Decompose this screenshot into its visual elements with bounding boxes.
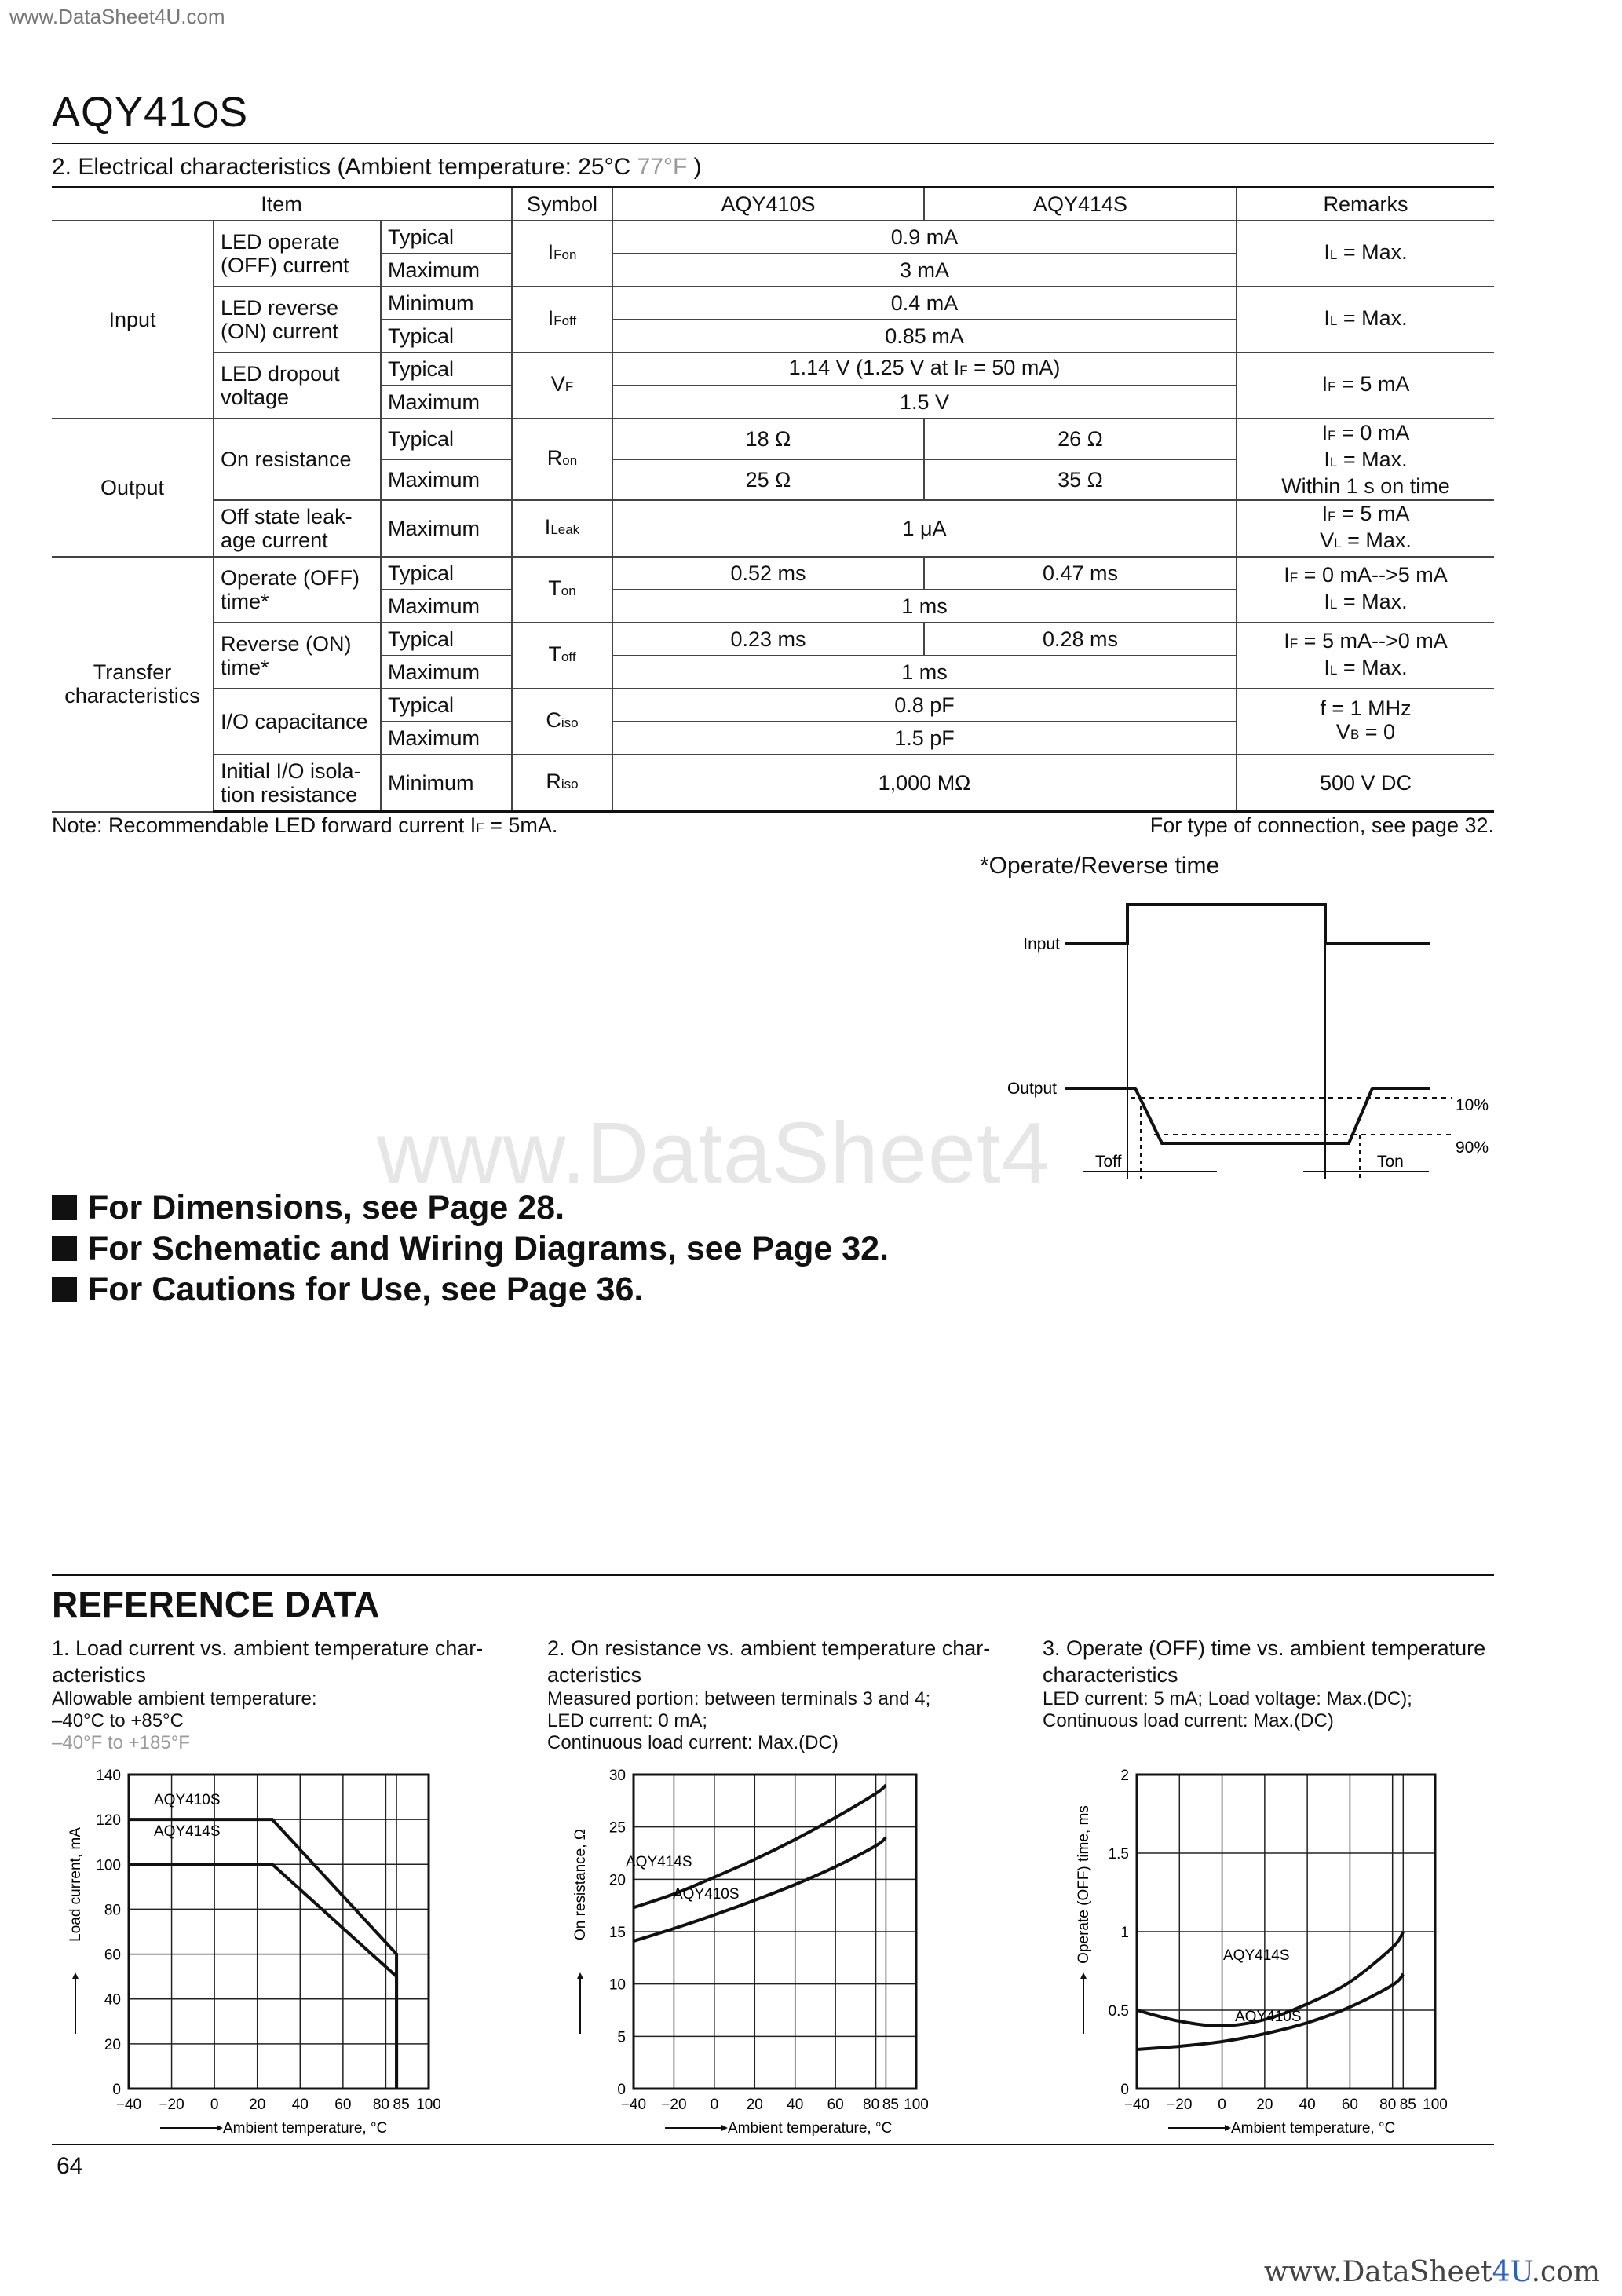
- table-row: [52, 287, 1494, 320]
- header-aqy410s: AQY410S: [612, 188, 924, 221]
- item-text: time*: [221, 656, 269, 679]
- series-label: AQY414S: [154, 1823, 221, 1840]
- graph1-caption: [52, 1635, 523, 1754]
- x-tick-label: 20: [746, 2097, 763, 2113]
- item-io-capacitance: I/O capacitance: [214, 689, 381, 755]
- x-tick-label: 40: [291, 2097, 309, 2113]
- section-heading: [52, 154, 702, 181]
- group-output: Output: [52, 419, 214, 557]
- x-tick-label: 100: [904, 2097, 929, 2113]
- value-cell: 0.9 mA: [612, 221, 1237, 254]
- remark-text: = Max.: [1337, 448, 1408, 471]
- watermark-top[interactable]: www.DataSheet4U.com: [9, 5, 225, 28]
- condition-cell: Maximum: [381, 500, 512, 557]
- y-tick-label: 15: [608, 1925, 626, 1941]
- remark-text: I: [1284, 629, 1290, 653]
- symbol-cell: [512, 557, 612, 623]
- remark-text: I: [1321, 502, 1328, 525]
- graph2-sub: [547, 1688, 1018, 1754]
- page-number: 64: [57, 2153, 83, 2179]
- symbol-text: T: [548, 642, 561, 666]
- condition-cell: Typical: [381, 320, 512, 353]
- graph3-title-line1: 3. Operate (OFF) time vs. ambient temperature: [1043, 1636, 1486, 1660]
- bullet-text: For Dimensions, see Page 28.: [88, 1189, 565, 1227]
- value-cell: 0.52 ms: [612, 557, 924, 590]
- item-text: Reverse (ON): [221, 632, 352, 656]
- remark-sub: B: [1350, 727, 1360, 742]
- graph2-sub2: LED current: 0 mA;: [547, 1710, 708, 1731]
- item-text: Initial I/O isola-: [221, 759, 361, 783]
- y-tick-label: 140: [96, 1768, 121, 1784]
- x-tick-label: 80: [863, 2097, 880, 2113]
- graph3-sub: [1043, 1688, 1514, 1732]
- item-text: time*: [221, 590, 269, 613]
- input-waveform: [1065, 905, 1430, 944]
- header-item: Item: [52, 188, 512, 221]
- x-tick-label: 20: [1256, 2097, 1273, 2113]
- y-tick-label: 60: [104, 1947, 121, 1964]
- footer-rule: [52, 2144, 1494, 2145]
- remark-text: I: [1324, 590, 1330, 613]
- section-text: 2. Electrical characteristics (Ambient temperature: 25°C: [52, 154, 637, 180]
- section-fahrenheit: 77°F: [637, 154, 688, 180]
- item-text: (OFF) current: [221, 254, 349, 277]
- item-text: voltage: [221, 386, 290, 409]
- x-tick-label: 85: [882, 2097, 899, 2113]
- remark-sub: F: [1328, 379, 1336, 394]
- value-cell: 1 ms: [612, 656, 1237, 689]
- item-isolation-resistance: [214, 755, 381, 812]
- value-cell: 0.85 mA: [612, 320, 1237, 353]
- x-tick-label: 80: [372, 2097, 389, 2113]
- remark-text: I: [1324, 448, 1330, 471]
- graph1-title-line1: 1. Load current vs. ambient temperature char-: [52, 1636, 484, 1660]
- remarks-cell: 500 V DC: [1237, 755, 1494, 812]
- x-tick-label: −20: [159, 2097, 184, 2113]
- remarks-cell: [1237, 557, 1494, 623]
- input-label: Input: [1023, 935, 1060, 953]
- series-line-aqy414s: [129, 1864, 396, 2089]
- y-tick-label: 40: [104, 1991, 121, 2009]
- x-tick-label: 60: [827, 2097, 844, 2113]
- reference-title: REFERENCE DATA: [52, 1584, 380, 1625]
- condition-cell: Typical: [381, 689, 512, 722]
- x-tick-label: 60: [1341, 2097, 1358, 2113]
- remark-sub: F: [1289, 636, 1299, 651]
- output-waveform: [1065, 1088, 1430, 1143]
- item-text: LED dropout: [221, 362, 340, 386]
- y-tick-label: 0: [617, 2082, 626, 2098]
- bullet-cautions[interactable]: [52, 1270, 643, 1309]
- y-tick-label: 25: [608, 1819, 626, 1837]
- remark-sub: L: [1329, 597, 1338, 612]
- symbol-sub: iso: [561, 777, 579, 792]
- remarks-cell: [1237, 353, 1494, 419]
- x-axis-label: Ambient temperature, °C: [223, 2120, 388, 2137]
- arrow-head-icon: [577, 1972, 583, 1979]
- condition-cell: Maximum: [381, 386, 512, 419]
- symbol-text: V: [550, 372, 565, 396]
- remark-sub: L: [1329, 663, 1338, 678]
- timing-diagram: [974, 887, 1507, 1194]
- value-cell: 1 ms: [612, 590, 1237, 623]
- graph2-title: [547, 1635, 1018, 1688]
- arrow-head-icon: [1080, 1972, 1087, 1979]
- symbol-sub: Fon: [553, 247, 577, 262]
- remark-text: I: [1324, 240, 1330, 264]
- remark-sub: F: [1328, 509, 1336, 524]
- condition-cell: Typical: [381, 419, 512, 459]
- square-bullet-icon: [52, 1236, 77, 1261]
- symbol-text: R: [546, 446, 563, 470]
- condition-cell: Minimum: [381, 755, 512, 812]
- bullet-schematic[interactable]: [52, 1230, 889, 1268]
- graph3-sub1: LED current: 5 mA; Load voltage: Max.(DC);: [1043, 1688, 1412, 1709]
- remarks-cell: [1237, 623, 1494, 689]
- note-connection: For type of connection, see page 32.: [1149, 813, 1494, 837]
- symbol-sub: on: [561, 583, 576, 598]
- item-text: age current: [221, 528, 328, 552]
- x-tick-label: 20: [249, 2097, 266, 2113]
- title-rule: [52, 143, 1494, 144]
- graph3-caption: [1043, 1635, 1514, 1732]
- series-label: AQY410S: [673, 1886, 740, 1903]
- bullet-text: For Cautions for Use, see Page 36.: [88, 1270, 644, 1308]
- value-cell: 0.23 ms: [612, 623, 924, 656]
- remark-sub: L: [1334, 536, 1342, 550]
- graph2-sub1: Measured portion: between terminals 3 and 4;: [547, 1688, 931, 1709]
- note-sub: F: [476, 821, 484, 835]
- arrow-head-icon: [1225, 2125, 1231, 2131]
- symbol-sub: F: [564, 379, 574, 394]
- x-tick-label: −20: [661, 2097, 687, 2113]
- y-tick-label: 80: [104, 1902, 121, 1919]
- graph2-title-line2: acteristics: [547, 1663, 642, 1687]
- remark-text: I: [1324, 306, 1330, 330]
- condition-cell: Minimum: [381, 287, 512, 320]
- item-text: LED operate: [221, 230, 340, 254]
- symbol-cell: [512, 221, 612, 287]
- y-tick-label: 1: [1120, 1925, 1129, 1941]
- symbol-sub: Foff: [553, 313, 577, 328]
- series-label: AQY410S: [1235, 2009, 1302, 2025]
- symbol-sub: off: [561, 649, 576, 664]
- y-tick-label: 0: [1120, 2082, 1129, 2098]
- remark-text: = 5 mA: [1335, 502, 1410, 525]
- timing-caption: *Operate/Reverse time: [980, 853, 1220, 879]
- symbol-cell: [512, 500, 612, 557]
- item-text: LED reverse: [221, 296, 339, 320]
- x-axis-label: Ambient temperature, °C: [728, 2120, 893, 2137]
- graph2-title-line1: 2. On resistance vs. ambient temperature char-: [547, 1636, 991, 1660]
- remark-text: V: [1320, 528, 1335, 552]
- symbol-text: T: [548, 576, 561, 600]
- x-tick-label: 40: [1299, 2097, 1316, 2113]
- chart-operate-time: [1043, 1759, 1498, 2144]
- graph3-title: [1043, 1635, 1514, 1688]
- remark-text: I: [1321, 421, 1328, 444]
- remark-text: V: [1335, 720, 1350, 744]
- value-cell: 35 Ω: [924, 459, 1237, 500]
- x-tick-label: 0: [1218, 2097, 1226, 2113]
- y-axis-label: Operate (OFF) time, ms: [1076, 1805, 1092, 1964]
- y-tick-label: 30: [608, 1768, 626, 1784]
- symbol-text: I: [547, 306, 554, 330]
- symbol-cell: [512, 287, 612, 353]
- symbol-text: C: [546, 708, 561, 732]
- group-input: Input: [52, 221, 214, 419]
- x-tick-label: −40: [620, 2097, 647, 2113]
- symbol-sub: on: [562, 453, 578, 468]
- item-text: Off state leak-: [221, 505, 353, 528]
- remark-sub: L: [1329, 313, 1338, 328]
- header-symbol: Symbol: [512, 188, 612, 221]
- page-title: [52, 88, 248, 137]
- y-tick-label: 20: [608, 1872, 626, 1889]
- remark-text: = 0 mA-->5 mA: [1298, 563, 1448, 587]
- graph3-sub2: Continuous load current: Max.(DC): [1043, 1710, 1334, 1731]
- y-tick-label: 1.5: [1108, 1846, 1129, 1863]
- remark-text: = 0: [1359, 720, 1396, 744]
- condition-cell: Typical: [381, 353, 512, 386]
- bullet-dimensions[interactable]: [52, 1189, 564, 1227]
- group-transfer: [52, 557, 214, 812]
- remarks-cell: [1237, 419, 1494, 500]
- table-row: [52, 755, 1494, 812]
- graph1-sub1: Allowable ambient temperature:: [52, 1688, 317, 1709]
- condition-cell: Typical: [381, 221, 512, 254]
- ring-icon: [194, 101, 217, 128]
- table-header-row: [52, 188, 1494, 221]
- group-text: characteristics: [64, 684, 200, 708]
- remark-text: = Max.: [1337, 656, 1408, 679]
- series-label: AQY414S: [1223, 1947, 1290, 1964]
- remark-text: f = 1 MHz: [1320, 696, 1412, 720]
- graph1-sub3: –40°F to +185°F: [52, 1732, 190, 1753]
- level-90-label: 90%: [1456, 1139, 1489, 1157]
- bullet-text: For Schematic and Wiring Diagrams, see Page 32.: [88, 1230, 890, 1267]
- item-led-operate: [214, 221, 381, 287]
- value-cell: 25 Ω: [612, 459, 924, 500]
- x-tick-label: 85: [1399, 2097, 1416, 2113]
- y-tick-label: 100: [96, 1857, 121, 1874]
- value-cell: 1,000 MΩ: [612, 755, 1237, 812]
- series-line-aqy410s: [634, 1837, 886, 1941]
- note-text: = 5mA.: [484, 813, 558, 837]
- y-tick-label: 0: [112, 2082, 121, 2098]
- table-row: [52, 689, 1494, 722]
- watermark-bottom-accent: 4U: [1492, 2256, 1532, 2288]
- remarks-cell: [1237, 500, 1494, 557]
- symbol-cell: [512, 689, 612, 755]
- output-label: Output: [1006, 1080, 1057, 1098]
- condition-cell: Maximum: [381, 722, 512, 755]
- item-led-reverse: [214, 287, 381, 353]
- arrow-head-icon: [721, 2125, 728, 2131]
- header-aqy414s: AQY414S: [924, 188, 1237, 221]
- remark-sub: L: [1329, 455, 1338, 470]
- x-tick-label: 0: [710, 2097, 719, 2113]
- symbol-text: I: [544, 515, 551, 539]
- square-bullet-icon: [52, 1277, 77, 1302]
- y-tick-label: 20: [104, 2036, 121, 2053]
- symbol-text: R: [546, 770, 561, 793]
- symbol-cell: [512, 353, 612, 419]
- toff-label: Toff: [1095, 1153, 1122, 1171]
- square-bullet-icon: [52, 1195, 77, 1220]
- remarks-cell: [1237, 221, 1494, 287]
- watermark-bottom-suffix: .com: [1531, 2256, 1600, 2288]
- table-row: [52, 221, 1494, 254]
- item-text: tion resistance: [221, 783, 358, 806]
- value-cell: 18 Ω: [612, 419, 924, 459]
- remarks-cell: [1237, 689, 1494, 755]
- value-cell: 1.5 pF: [612, 722, 1237, 755]
- group-text: Transfer: [93, 660, 172, 685]
- value-cell: 1.5 V: [612, 386, 1237, 419]
- condition-cell: Typical: [381, 623, 512, 656]
- note-led-current: [52, 813, 557, 838]
- condition-cell: Maximum: [381, 459, 512, 500]
- y-tick-label: 120: [96, 1812, 121, 1830]
- title-prefix: AQY41: [52, 89, 193, 136]
- remarks-cell: [1237, 287, 1494, 353]
- header-remarks: Remarks: [1237, 188, 1494, 221]
- remark-text: I: [1321, 372, 1328, 396]
- condition-cell: Maximum: [381, 656, 512, 689]
- y-tick-label: 10: [608, 1976, 626, 1994]
- value-cell: 0.47 ms: [924, 557, 1237, 590]
- x-tick-label: 60: [334, 2097, 352, 2113]
- condition-cell: Typical: [381, 557, 512, 590]
- graph1-title: [52, 1635, 523, 1688]
- electrical-characteristics-table: [52, 186, 1494, 813]
- watermark-bottom-prefix: www.DataSheet: [1263, 2256, 1492, 2288]
- remark-sub: F: [1328, 428, 1336, 443]
- chart-load-current: [52, 1759, 491, 2144]
- series-label: AQY414S: [626, 1854, 692, 1870]
- level-10-label: 10%: [1456, 1096, 1489, 1114]
- item-reverse-time: [214, 623, 381, 689]
- value-cell: 1 μA: [612, 500, 1237, 557]
- remark-text: = Max.: [1337, 306, 1408, 330]
- item-text: Operate (OFF): [221, 566, 360, 590]
- section-close: ): [687, 154, 702, 180]
- x-tick-label: 100: [1423, 2097, 1448, 2113]
- table-row: [52, 500, 1494, 557]
- remark-text: = 5 mA: [1335, 372, 1410, 396]
- remark-text: I: [1284, 563, 1290, 587]
- remark-text: = 5 mA-->0 mA: [1298, 629, 1448, 653]
- graph3-title-line2: characteristics: [1043, 1663, 1178, 1687]
- plot-frame: [129, 1775, 429, 2089]
- value-cell: 0.4 mA: [612, 287, 1237, 320]
- arrow-head-icon: [72, 1972, 79, 1979]
- graph1-title-line2: acteristics: [52, 1663, 147, 1687]
- x-axis-label: Ambient temperature, °C: [1231, 2120, 1396, 2137]
- y-tick-label: 2: [1120, 1768, 1129, 1784]
- arrow-head-icon: [217, 2125, 223, 2131]
- value-cell: 26 Ω: [924, 419, 1237, 459]
- remark-sub: F: [1289, 570, 1299, 585]
- symbol-cell: [512, 419, 612, 500]
- remark-text: Within 1 s on time: [1281, 474, 1450, 498]
- symbol-cell: [512, 755, 612, 812]
- remark-sub: L: [1329, 247, 1338, 262]
- graph2-caption: [547, 1635, 1018, 1754]
- x-tick-label: 0: [210, 2097, 219, 2113]
- x-tick-label: −20: [1167, 2097, 1193, 2113]
- table-row: [52, 419, 1494, 459]
- title-suffix: S: [219, 89, 249, 136]
- remark-text: = Max.: [1341, 528, 1412, 552]
- item-off-state-leakage: [214, 500, 381, 557]
- graph1-sub: [52, 1688, 523, 1754]
- remark-text: = Max.: [1337, 590, 1408, 613]
- condition-cell: Maximum: [381, 254, 512, 287]
- table-row: [52, 557, 1494, 590]
- table-row: [52, 353, 1494, 386]
- symbol-cell: [512, 623, 612, 689]
- value-sub: F: [959, 363, 968, 378]
- watermark-middle: www.DataSheet4: [377, 1105, 1050, 1201]
- series-line-aqy414s: [634, 1785, 886, 1907]
- value-cell: [612, 353, 1237, 386]
- x-tick-label: 85: [393, 2097, 410, 2113]
- x-tick-label: 40: [787, 2097, 804, 2113]
- graph1-sub2: –40°C to +85°C: [52, 1710, 184, 1731]
- x-tick-label: −40: [1123, 2097, 1150, 2113]
- value-text: 1.14 V (1.25 V at I: [788, 356, 960, 379]
- y-tick-label: 0.5: [1108, 2003, 1129, 2020]
- chart-on-resistance: [547, 1759, 987, 2144]
- item-led-dropout: [214, 353, 381, 419]
- item-text: (ON) current: [221, 320, 339, 343]
- value-cell: 0.28 ms: [924, 623, 1237, 656]
- reference-rule: [52, 1574, 1494, 1576]
- value-text: = 50 mA): [967, 356, 1061, 379]
- symbol-text: I: [547, 240, 554, 264]
- x-tick-label: 100: [416, 2097, 441, 2113]
- symbol-sub: Leak: [550, 522, 580, 537]
- y-tick-label: 5: [617, 2029, 626, 2046]
- series-label: AQY410S: [154, 1792, 221, 1808]
- condition-cell: Maximum: [381, 590, 512, 623]
- x-tick-label: 80: [1379, 2097, 1397, 2113]
- remark-text: I: [1324, 656, 1330, 679]
- item-operate-time: [214, 557, 381, 623]
- remark-text: = 0 mA: [1335, 421, 1410, 444]
- y-axis-label: On resistance, Ω: [572, 1829, 589, 1940]
- symbol-sub: iso: [561, 715, 579, 730]
- y-axis-label: Load current, mA: [68, 1827, 84, 1942]
- ton-label: Ton: [1377, 1153, 1404, 1171]
- note-text: Note: Recommendable LED forward current I: [52, 813, 477, 837]
- remark-text: = Max.: [1337, 240, 1408, 264]
- value-cell: 0.8 pF: [612, 689, 1237, 722]
- x-tick-label: −40: [115, 2097, 142, 2113]
- watermark-bottom[interactable]: [1264, 2256, 1600, 2288]
- value-cell: 3 mA: [612, 254, 1237, 287]
- table-row: [52, 623, 1494, 656]
- graph2-sub3: Continuous load current: Max.(DC): [547, 1732, 838, 1753]
- item-on-resistance: On resistance: [214, 419, 381, 500]
